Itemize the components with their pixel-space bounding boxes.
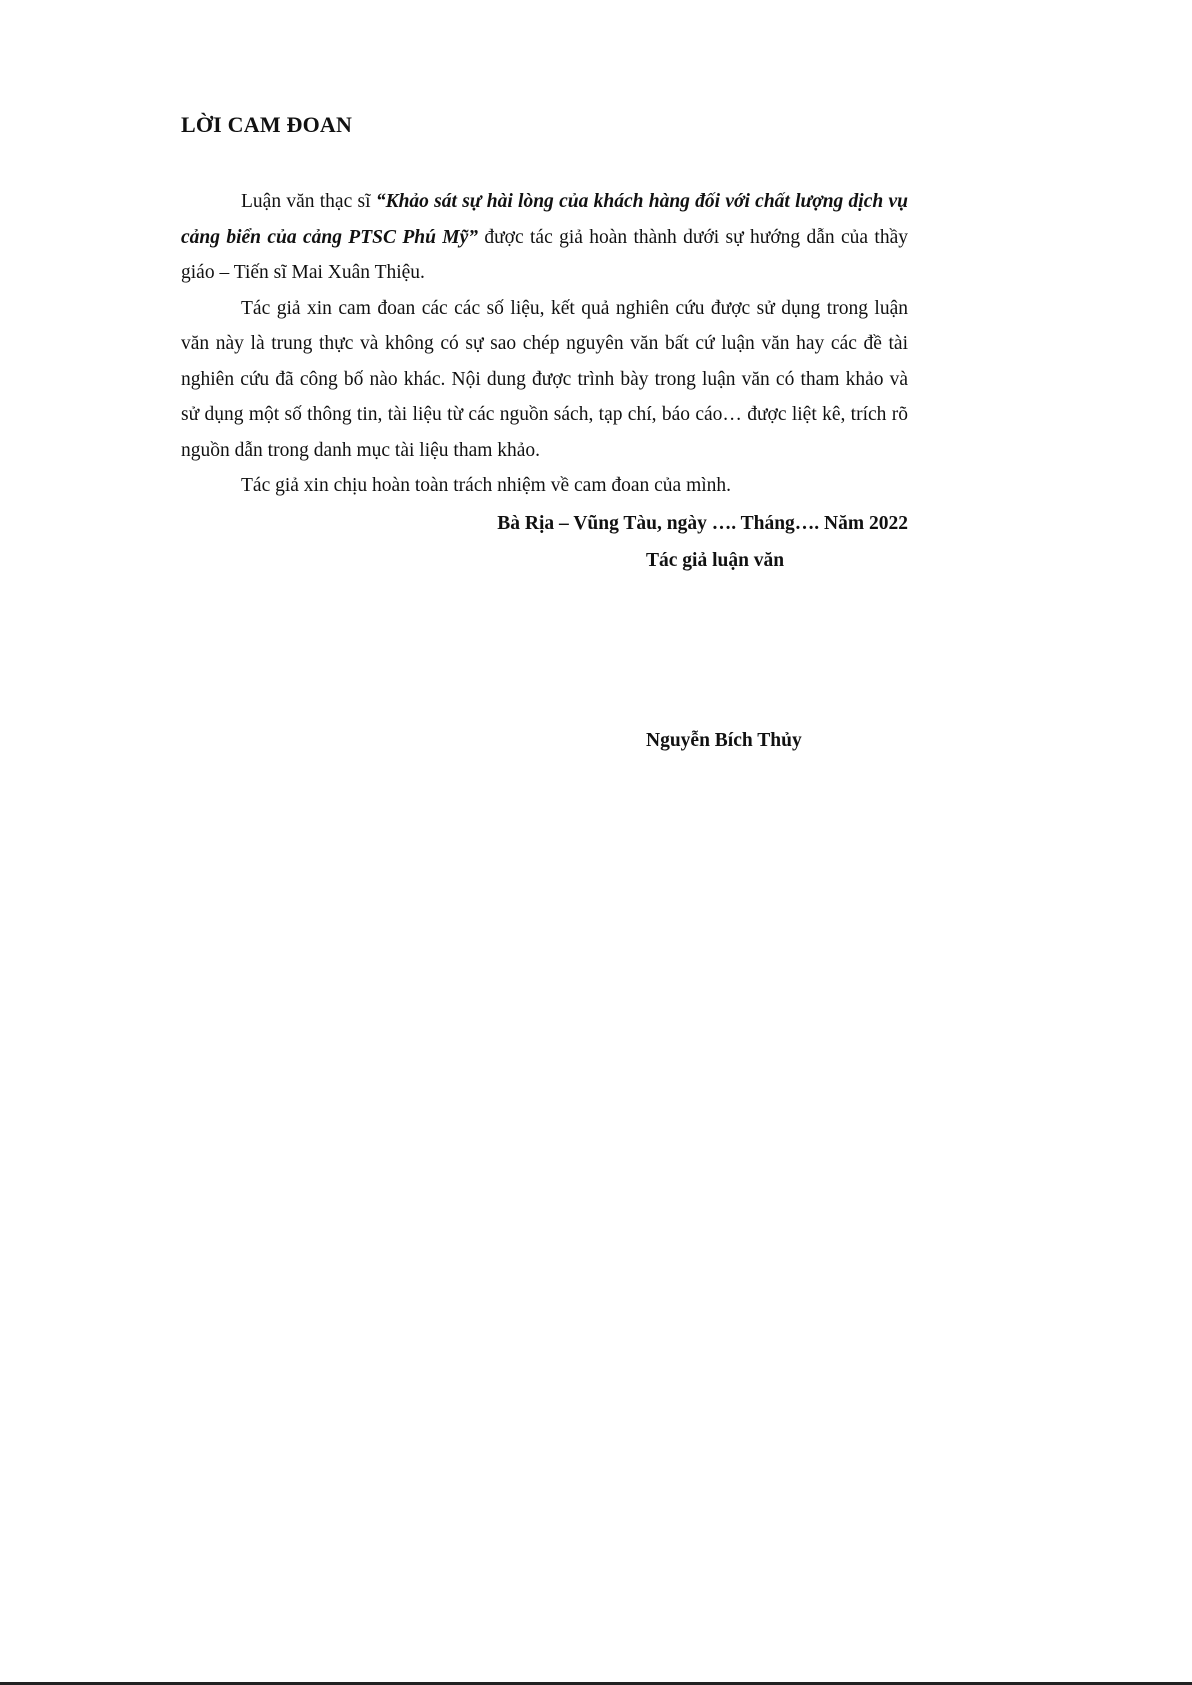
paragraph-responsibility: Tác giả xin chịu hoàn toàn trách nhiệm về cam đoan của mình. (241, 475, 732, 496)
page-title: LỜI CAM ĐOAN (181, 112, 353, 137)
paragraph-commitment: Tác giả xin cam đoan các các số liệu, kết quả nghiên cứu được sử dụng trong luận văn này là trung thực và không có sự sao chép nguyên văn bất cứ luận văn hay các đề tài nghiên cứu đã công bố nào khác. Nội dung được trình bày trong luận văn có tham khảo và sử dụng một số thông tin, tài liệu từ các nguồn sách, tạp chí, báo cáo… được liệt kê, trích rõ nguồn dẫn trong danh mục tài liệu tham khảo. (181, 297, 908, 461)
paragraph-thesis-intro (181, 184, 908, 291)
author-label: Tác giả luận văn (646, 550, 785, 571)
place-date-line: Bà Rịa – Vũng Tàu, ngày …. Tháng…. Năm 2022 (497, 513, 908, 534)
paragraph-thesis-prefix: Luận văn thạc sĩ (241, 191, 376, 212)
paragraph-thesis-suffix: được tác giả hoàn thành dưới sự hướng dẫn của thầy giáo – Tiến sĩ Mai Xuân Thiệu. (181, 226, 908, 283)
declaration-body (181, 184, 908, 504)
author-name: Nguyễn Bích Thủy (646, 730, 802, 751)
thesis-title: “Khảo sát sự hài lòng của khách hàng đối với chất lượng dịch vụ cảng biển của cảng PTSC Phú Mỹ” (181, 191, 909, 248)
